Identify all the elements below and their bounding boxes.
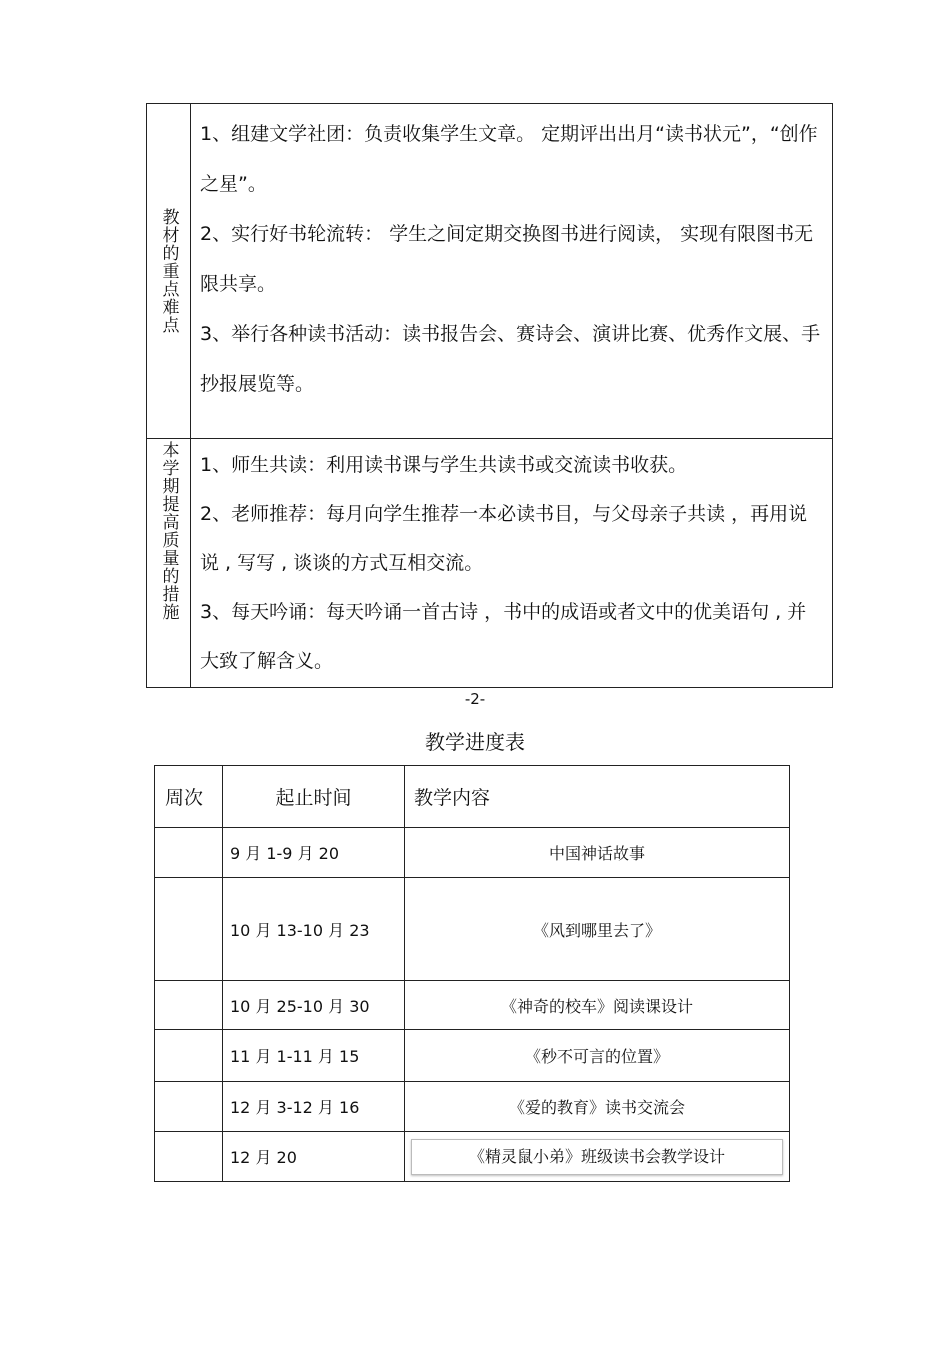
table-row — [155, 1030, 790, 1082]
table-row — [155, 828, 790, 878]
week-cell — [155, 1132, 223, 1182]
measures-item-1: 1、师生共读：利用读书课与学生共读书或交流读书收获。 — [200, 454, 688, 476]
focus-item-1: 1、组建文学社团：负责收集学生文章。 定期评出出月“读书状元”，“创作之星”。 — [200, 123, 818, 195]
focus-item-3: 3、举行各种读书活动：读书报告会、赛诗会、演讲比赛、优秀作文展、手抄报展览等。 — [200, 323, 821, 395]
schedule-table — [154, 765, 790, 1182]
plan-table — [146, 103, 833, 688]
table-row — [155, 878, 790, 981]
content-cell: 《神奇的校车》阅读课设计 — [405, 981, 790, 1030]
date-cell: 11 月 1-11 月 15 — [223, 1030, 405, 1082]
focus-item-2: 2、实行好书轮流转： 学生之间定期交换图书进行阅读， 实现有限图书无限共享。 — [200, 223, 814, 295]
header-week: 周次 — [155, 766, 223, 828]
focus-content — [191, 104, 832, 438]
focus-label-cell — [147, 104, 191, 438]
week-cell — [155, 1030, 223, 1082]
header-content: 教学内容 — [405, 766, 790, 828]
date-cell: 9 月 1-9 月 20 — [223, 828, 405, 878]
measures-item-2: 2、老师推荐：每月向学生推荐一本必读书目，与父母亲子共读 ，再用说说 , 写写 , 谈谈的方式互相交流。 — [200, 503, 808, 574]
header-dates: 起止时间 — [223, 766, 405, 828]
week-cell — [155, 1082, 223, 1132]
measures-row — [147, 438, 832, 687]
measures-item-3: 3、每天吟诵：每天吟诵一首古诗 ，书中的成语或者文中的优美语句 , 并大致了解含义。 — [200, 601, 807, 672]
measures-content — [191, 439, 832, 687]
focus-label: 教材的重点难点 — [158, 208, 179, 334]
date-cell: 10 月 25-10 月 30 — [223, 981, 405, 1030]
measures-label-cell — [147, 439, 191, 687]
table-row — [155, 1132, 790, 1182]
date-cell: 12 月 3-12 月 16 — [223, 1082, 405, 1132]
content-text-box: 《精灵鼠小弟》班级读书会教学设计 — [411, 1139, 783, 1175]
content-cell: 《秒不可言的位置》 — [405, 1030, 790, 1082]
content-cell — [405, 1132, 790, 1182]
content-cell: 《爱的教育》读书交流会 — [405, 1082, 790, 1132]
table-row — [155, 981, 790, 1030]
content-cell: 《风到哪里去了》 — [405, 878, 790, 981]
schedule-header-row — [155, 766, 790, 828]
table-row — [155, 1082, 790, 1132]
page-number: -2- — [464, 690, 486, 708]
date-cell: 12 月 20 — [223, 1132, 405, 1182]
week-cell — [155, 828, 223, 878]
week-cell — [155, 981, 223, 1030]
date-cell: 10 月 13-10 月 23 — [223, 878, 405, 981]
focus-row — [147, 104, 832, 438]
content-cell: 中国神话故事 — [405, 828, 790, 878]
measures-label: 本学期提高质量的措施 — [158, 441, 179, 621]
schedule-title: 教学进度表 — [425, 730, 525, 754]
week-cell — [155, 878, 223, 981]
